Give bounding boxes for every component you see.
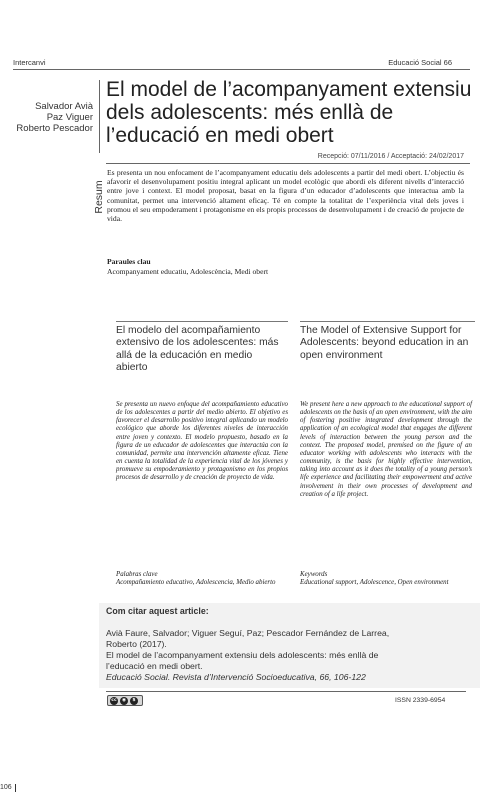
cc-icon: cc [111,698,117,703]
spanish-abstract: Se presenta un nuevo enfoque del acompañamiento educativo de los adolescentes a partir del medio abierto. El objetivo es favorecer el desarrollo positivo integral aplicando un modelo ecológico que aborde los diferentes niveles de interacción entre joven y contexto. El modelo propuesto, basado en la figura de un educador de adolescentes que interactúa con la comunidad, permite una intervención altamente eficaz. Tiene en cuenta la totalidad de la experiencia vital de los jóvenes y promueve su empoderamiento y protagonismo en los propios procesos de desarrollo y de creación de proyecto de vida. [116,401,288,482]
english-keywords-heading: Keywords [300,571,328,578]
english-abstract: We present here a new approach to the educational support of adolescents on the basis of an open environment, with the aim of fostering positive integrated development through the application of an ecological model that engages the different levels of interaction between the young person and the context. The proposed model, premised on the figure of an educator working with adolescents who interacts with the community, is the basis for highly effective intervention, taking into account as it does the totality of a young person’s life experience and facilitating their empowerment and active involvement in their own processes of development and creation of a life project. [300,401,472,498]
spanish-divider [116,321,288,322]
abstract-text: Es presenta un nou enfocament de l’acompanyament educatiu dels adolescents a partir del medi obert. L’objectiu és afavorir el desenvolupament positiu integral aplicant un model ecològic que abordi els diferent nivells d’interacció entre jove i context. El model proposat, basat en la figura d’un educador d’adolescents que interactua amb la comunitat, permet una intervenció altament eficaç. Té en compte la totalitat de l’experiència vital dels joves i promou el seu empoderament i protagonisme en els propis processos de desenvolupament i de creació de projecte de vida. [107,168,464,224]
citation-heading: Com citar aquest article: [106,606,209,616]
author-list [0,101,93,134]
article-title: El model de l’acompanyament extensiu dels adolescents: més enllà de l’educació en medi obert [106,78,472,147]
author-name: Salvador Avià [35,101,93,112]
nc-icon: $ [130,697,138,705]
spanish-keywords-heading: Palabras clave [116,571,158,578]
citation-line: Roberto (2017). [106,639,167,649]
author-name: Paz Viguer [46,112,93,123]
author-name: Roberto Pescador [16,123,93,134]
issn-label: ISSN 2339-6954 [395,697,446,704]
title-divider [99,80,100,153]
abstract-divider [106,163,470,164]
citation-divider [106,691,466,692]
citation-line: Avià Faure, Salvador; Viguer Seguí, Paz; Pescador Fernández de Larrea, [106,628,390,638]
journal-name: Educació Social 66 [388,58,452,67]
citation-line: Educació Social. Revista d’Intervenció Socioeducativa, 66, 106-122 [106,672,366,682]
abstract-label [93,169,104,225]
page-number-marker [15,784,16,792]
english-keywords: Educational support, Adolescence, Open environment [300,579,449,586]
citation-line: l’educació en medi obert. [106,661,203,671]
section-label: Intercanvi [13,58,46,67]
page-number: 106 [0,784,12,791]
spanish-title: El modelo del acompañamiento extensivo de los adolescentes: más allá de la educación en medio abierto [116,325,279,373]
abstract-label-text: Resum [92,180,105,214]
keywords-text: Acompanyament educatiu, Adolescència, Medi obert [107,267,269,276]
citation-line: El model de l’acompanyament extensiu dels adolescents: més enllà de [106,650,379,660]
by-icon: ◉ [121,698,126,703]
cc-license-badge [107,695,143,706]
keywords-heading: Paraules clau [107,257,151,266]
spanish-keywords: Acompañamiento educativo, Adolescencia, Medio abierto [116,579,276,586]
english-divider [300,321,475,322]
received-date: Recepció: 07/11/2016 / Acceptació: 24/02/2017 [317,153,464,160]
header-divider [13,69,470,70]
english-title: The Model of Extensive Support for Adolescents: beyond education in an open environment [300,325,469,361]
